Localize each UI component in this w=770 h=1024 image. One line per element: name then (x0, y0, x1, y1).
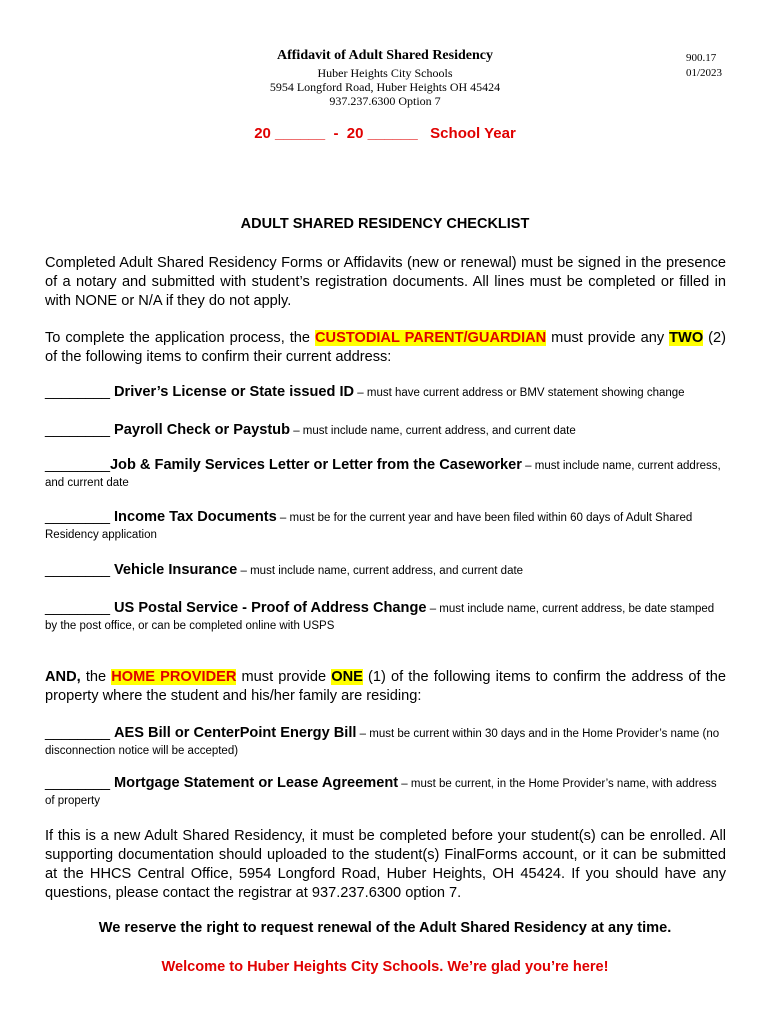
list-item (45, 457, 726, 492)
district-phone: 937.237.6300 Option 7 (329, 94, 441, 108)
item-note: – must include name, current address, and current date (237, 565, 524, 577)
list-item (45, 384, 726, 402)
list-item (45, 422, 726, 440)
checklist-heading: ADULT SHARED RESIDENCY CHECKLIST (240, 216, 530, 232)
list-item (45, 775, 726, 810)
home-text-pre: the (80, 669, 112, 685)
school-year-line: 20 ______ - 20 ______ School Year (254, 125, 516, 142)
item-note: – must be for the current year and have been filed within 60 days of Adult Shared Residency application (45, 512, 693, 541)
item-note: – must be current within 30 days and in the Home Provider’s name (no disconnection notice will be accepted) (45, 728, 720, 757)
item-blank[interactable]: ________ (45, 600, 114, 616)
item-blank[interactable]: ________ (45, 775, 110, 791)
home-and: AND, (45, 669, 81, 685)
intro-paragraph: Completed Adult Shared Residency Forms or Affidavits (new or renewal) must be signed in the presence of a notary and submitted with student’s registration documents. All lines must be completed or filled in with NONE or N/A if they do not apply. (45, 255, 726, 309)
custodial-text-pre: To complete the application process, the (45, 330, 316, 346)
item-name: Vehicle Insurance (114, 562, 238, 578)
list-item (45, 725, 726, 760)
item-name: Driver’s License or State issued ID (114, 384, 355, 400)
item-name: AES Bill or CenterPoint Energy Bill (114, 725, 357, 741)
district-address: 5954 Longford Road, Huber Heights OH 45424 (269, 80, 501, 94)
item-blank[interactable]: ________ (45, 725, 114, 741)
list-item (45, 509, 726, 544)
home-text-post: (1) of the following items to confirm the address of the property where the student and his/her family are residing: (45, 669, 726, 704)
welcome-message: Welcome to Huber Heights City Schools. We’re glad you’re here! (161, 959, 609, 975)
home-provider-paragraph (45, 668, 726, 706)
form-date: 01/2023 (686, 67, 723, 79)
custodial-text-post: (2) of the following items to confirm their current address: (45, 330, 727, 365)
home-count: ONE (331, 669, 363, 685)
item-blank[interactable]: ________ (45, 509, 114, 525)
item-blank[interactable]: ________ (45, 562, 114, 578)
item-note: – must include name, current address, and current date (290, 425, 576, 437)
form-title: Affidavit of Adult Shared Residency (277, 48, 493, 63)
home-highlight: HOME PROVIDER (111, 669, 237, 685)
list-item (45, 562, 726, 580)
item-name: Income Tax Documents (114, 509, 277, 525)
list-item (45, 600, 726, 635)
item-note: – must include name, current address, be date stamped by the post office, or can be completed online with USPS (45, 603, 715, 632)
form-number: 900.17 (686, 52, 717, 64)
custodial-count: TWO (669, 330, 704, 346)
custodial-highlight: CUSTODIAL PARENT/GUARDIAN (315, 330, 547, 346)
item-name: Payroll Check or Paystub (114, 422, 291, 438)
item-note: – must have current address or BMV statement showing change (354, 387, 685, 399)
item-blank[interactable]: ________ (45, 457, 110, 473)
custodial-text-mid: must provide any (546, 330, 670, 346)
item-note: – must be current, in the Home Provider’s name, with address of property (45, 778, 717, 807)
item-name: Job & Family Services Letter or Letter from the Caseworker (109, 457, 522, 473)
new-residency-paragraph: If this is a new Adult Shared Residency, it must be completed before your student(s) can be enrolled. All supporting documentation should uploaded to the student(s) FinalForms account, or it can be submitted at the HHCS Central Office, 5954 Longford Road, Huber Heights, OH 45424. If you should have any questions, please contact the registrar at 937.237.6300 option 7. (45, 828, 726, 901)
item-note: – must include name, current address, and current date (45, 460, 721, 489)
renewal-notice: We reserve the right to request renewal of the Adult Shared Residency at any time. (98, 920, 672, 936)
item-name: US Postal Service - Proof of Address Change (114, 600, 427, 616)
item-blank[interactable]: ________ (45, 422, 114, 438)
item-name: Mortgage Statement or Lease Agreement (109, 775, 399, 791)
item-blank[interactable]: ________ (45, 384, 114, 400)
custodial-paragraph (45, 329, 726, 367)
home-text-mid: must provide (236, 669, 332, 685)
district-name: Huber Heights City Schools (317, 66, 453, 80)
